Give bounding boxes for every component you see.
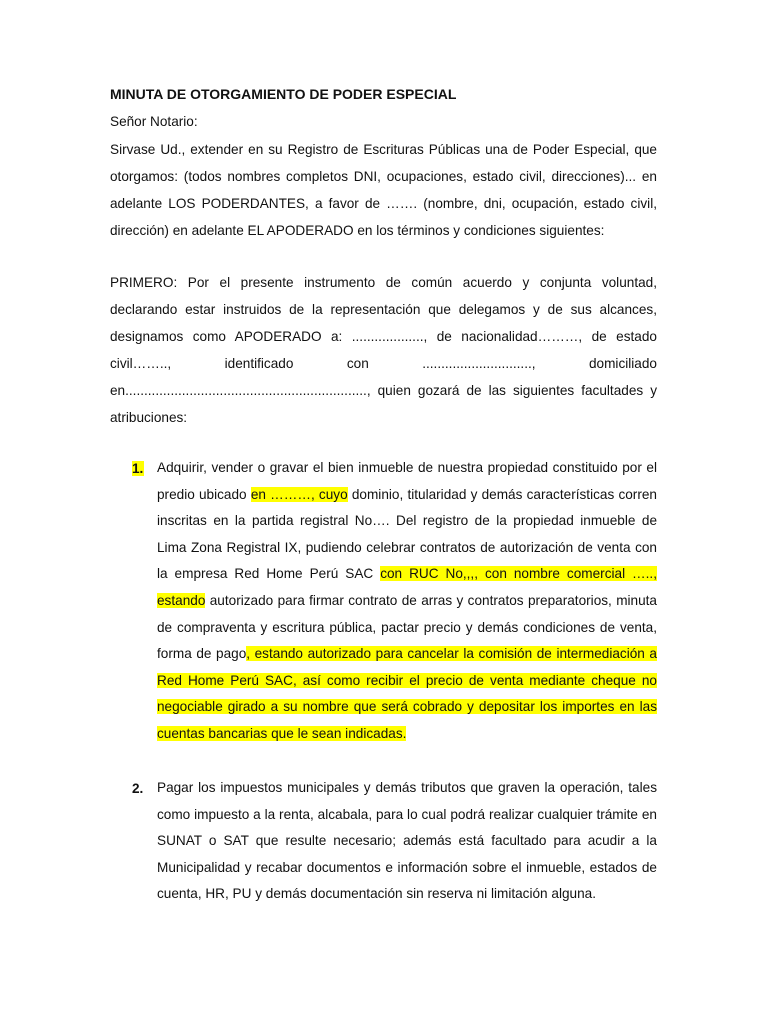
primero-paragraph: PRIMERO: Por el presente instrumento de común acuerdo y conjunta voluntad, declarando estar instruidos de la representación que delegamos y de sus alcances, designamos como APODERADO a: ..................., de nacionalidad………, de estado civil…….., identificado con ............................., domiciliado en................................................................, quien gozará de las siguientes facultades y atribuciones:: [110, 275, 657, 425]
text-segment: autorizado para firmar contrato de arras y contratos preparatorios, minuta de compraventa y escritura pública, pactar precio y demás condiciones de venta, forma de pago: [157, 592, 657, 662]
highlighted-segment: con RUC No,,,, con nombre comercial ….., estando: [157, 566, 657, 608]
list-item-number-text: 1.: [132, 461, 144, 476]
intro-paragraph: Sirvase Ud., extender en su Registro de Escrituras Públicas una de Poder Especial, que otorgamos: (todos nombres completos DNI, ocupaciones, estado civil, direcciones)... en adelante LOS PODERDANTES, a favor de ……. (nombre, dni, ocupación, estado civil, dirección) en adelante EL APODERADO en los términos y condiciones siguientes:: [110, 142, 657, 238]
salutation: Señor Notario:: [110, 114, 198, 129]
list-item-text: [157, 455, 657, 748]
highlighted-segment: en ………, cuyo: [250, 486, 348, 502]
text-segment: dominio, titularidad y demás características corren inscritas en la partida registral No…. Del registro de la propiedad inmueble de Lima Zona Registral IX, pudiendo celebrar contratos de autorización de venta con la empresa Red Home Perú SAC: [157, 486, 657, 582]
list-item-text: [157, 775, 657, 908]
list-item-number-text: 2.: [132, 781, 144, 796]
list-item-number: [132, 455, 144, 482]
document-title: MINUTA DE OTORGAMIENTO DE PODER ESPECIAL: [110, 86, 457, 102]
text-segment: Pagar los impuestos municipales y demás tributos que graven la operación, tales como impuesto a la renta, alcabala, para lo cual podrá realizar cualquier trámite en SUNAT o SAT que resulte necesario; además está facultado para acudir a la Municipalidad y recabar documentos e información sobre el inmueble, estados de cuenta, HR, PU y demás documentación sin reserva ni limitación alguna.: [157, 780, 657, 902]
highlighted-segment: , estando autorizado para cancelar la comisión de intermediación a Red Home Perú SAC, así como recibir el precio de venta mediante cheque no negociable girado a su nombre que será cobrado y depositar los importes en las cuentas bancarias que le sean indicadas.: [157, 646, 657, 741]
text-segment: Adquirir, vender o gravar el bien inmueble de nuestra propiedad constituido por el predio ubicado: [157, 460, 657, 502]
list-item-number: [132, 775, 143, 802]
